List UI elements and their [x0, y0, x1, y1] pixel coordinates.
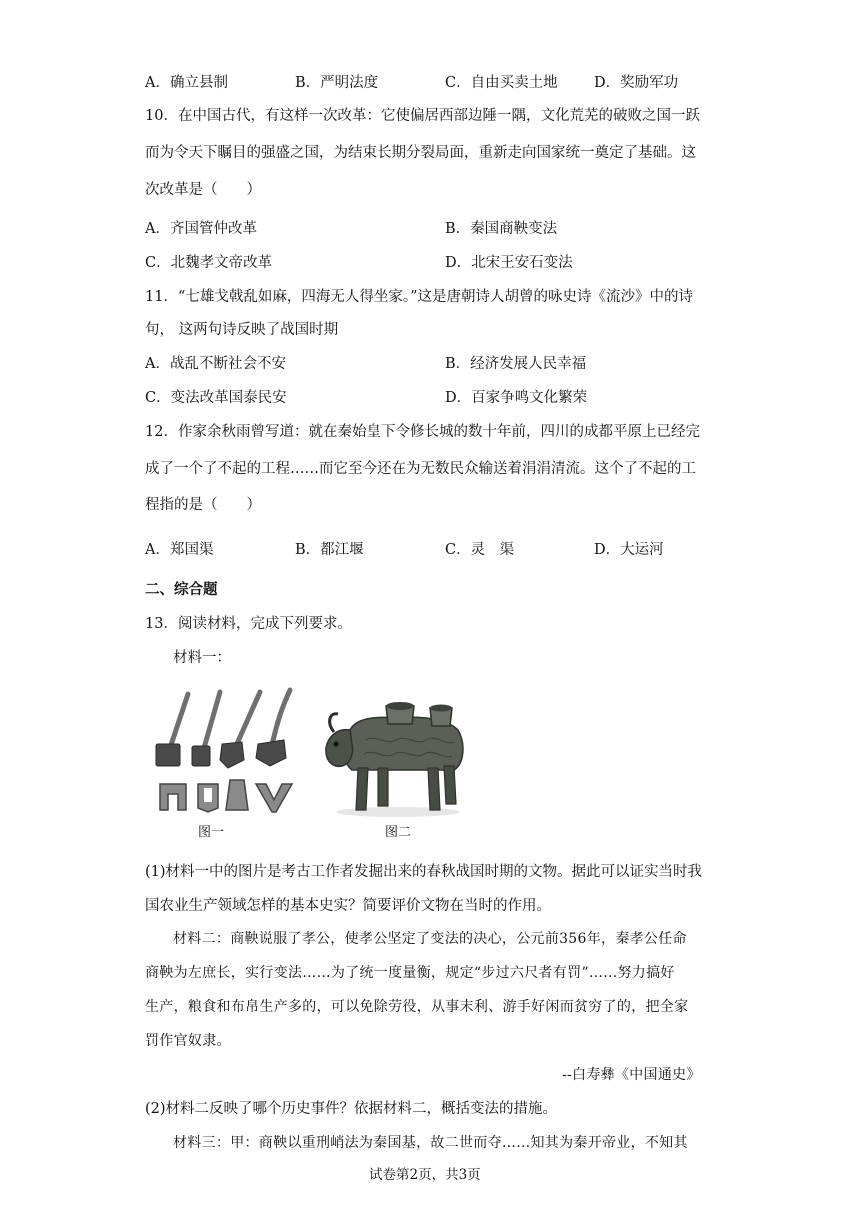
q10-option-b: B．秦国商鞅变法	[445, 221, 558, 237]
q10-option-c: C．北魏孝文帝改革	[145, 255, 273, 271]
q10-line-3: 次改革是（ ）	[145, 182, 261, 198]
material2-line-2: 商鞅为左庶长，实行变法……为了统一度量衡，规定“步过六尺者有罚”……努力搞好	[145, 965, 675, 981]
q12-line-3: 程指的是（ ）	[145, 497, 261, 513]
q9-option-d: D．奖励军功	[594, 75, 679, 91]
q11-line-1: 11．“七雄戈戟乱如麻，四海无人得坐家。”这是唐朝诗人胡曾的咏史诗《流沙》中的诗	[145, 289, 694, 305]
q11-option-d: D．百家争鸣文化繁荣	[445, 390, 588, 406]
figure2-caption: 图二	[385, 825, 412, 840]
material3-line-1: 材料三：甲：商鞅以重刑峭法为秦国基，故二世而夺……知其为秦开帝业，不知其	[173, 1135, 688, 1151]
material1-label: 材料一：	[173, 650, 231, 666]
q9-option-a: A．确立县制	[145, 75, 228, 91]
figure-farm-tools	[148, 686, 300, 836]
q11-line-2: 句， 这两句诗反映了战国时期	[145, 322, 339, 338]
q9-option-b: B．严明法度	[295, 75, 379, 91]
q10-option-a: A．齐国管仲改革	[145, 221, 257, 237]
q12-line-1: 12．作家余秋雨曾写道：就在秦始皇下令修长城的数十年前，四川的成都平原上已经完	[145, 424, 700, 440]
q13-intro: 13．阅读材料，完成下列要求。	[145, 616, 352, 632]
bronze-ox-illustration	[316, 684, 476, 824]
q9-option-c: C．自由买卖土地	[445, 75, 558, 91]
q10-option-d: D．北宋王安石变法	[445, 255, 573, 271]
q13-sub1-line-2: 国农业生产领域怎样的基本史实？简要评价文物在当时的作用。	[145, 898, 551, 914]
q12-line-2: 成了一个了不起的工程……而它至今还在为无数民众输送着涓涓清流。这个了不起的工	[145, 461, 696, 477]
farm-tools-illustration	[148, 686, 300, 836]
material2-line-1: 材料二：商鞅说服了孝公，使孝公坚定了变法的决心，公元前356年，秦孝公任命	[173, 931, 687, 947]
q12-option-d: D．大运河	[594, 542, 664, 558]
q11-option-a: A．战乱不断社会不安	[145, 356, 286, 372]
q12-option-b: B．都江堰	[295, 542, 364, 558]
q13-sub2: (2)材料二反映了哪个历史事件？依据材料二，概括变法的措施。	[145, 1101, 558, 1117]
q11-option-c: C．变法改革国泰民安	[145, 390, 287, 406]
q10-line-2: 而为令天下瞩目的强盛之国，为结束长期分裂局面，重新走向国家统一奠定了基础。这	[145, 145, 696, 161]
figure-bronze-ox	[316, 684, 476, 824]
page-footer: 试卷第2页，共3页	[369, 1167, 481, 1183]
figure1-caption: 图一	[198, 825, 225, 840]
material2-line-4: 罚作官奴隶。	[145, 1033, 231, 1049]
q12-option-c: C．灵 渠	[445, 542, 515, 558]
q13-sub1-line-1: (1)材料一中的图片是考古工作者发掘出来的春秋战国时期的文物。据此可以证实当时我	[145, 864, 703, 880]
material2-source: --白寿彝《中国通史》	[562, 1067, 701, 1083]
q10-line-1: 10．在中国古代，有这样一次改革：它使偏居西部边陲一隅，文化荒芜的破败之国一跃	[145, 108, 700, 124]
q11-option-b: B．经济发展人民幸福	[445, 356, 587, 372]
q12-option-a: A．郑国渠	[145, 542, 214, 558]
material2-line-3: 生产，粮食和布帛生产多的，可以免除劳役，从事末利、游手好闲而贫穷了的，把全家	[145, 999, 689, 1015]
section-title: 二、综合题	[145, 581, 218, 598]
